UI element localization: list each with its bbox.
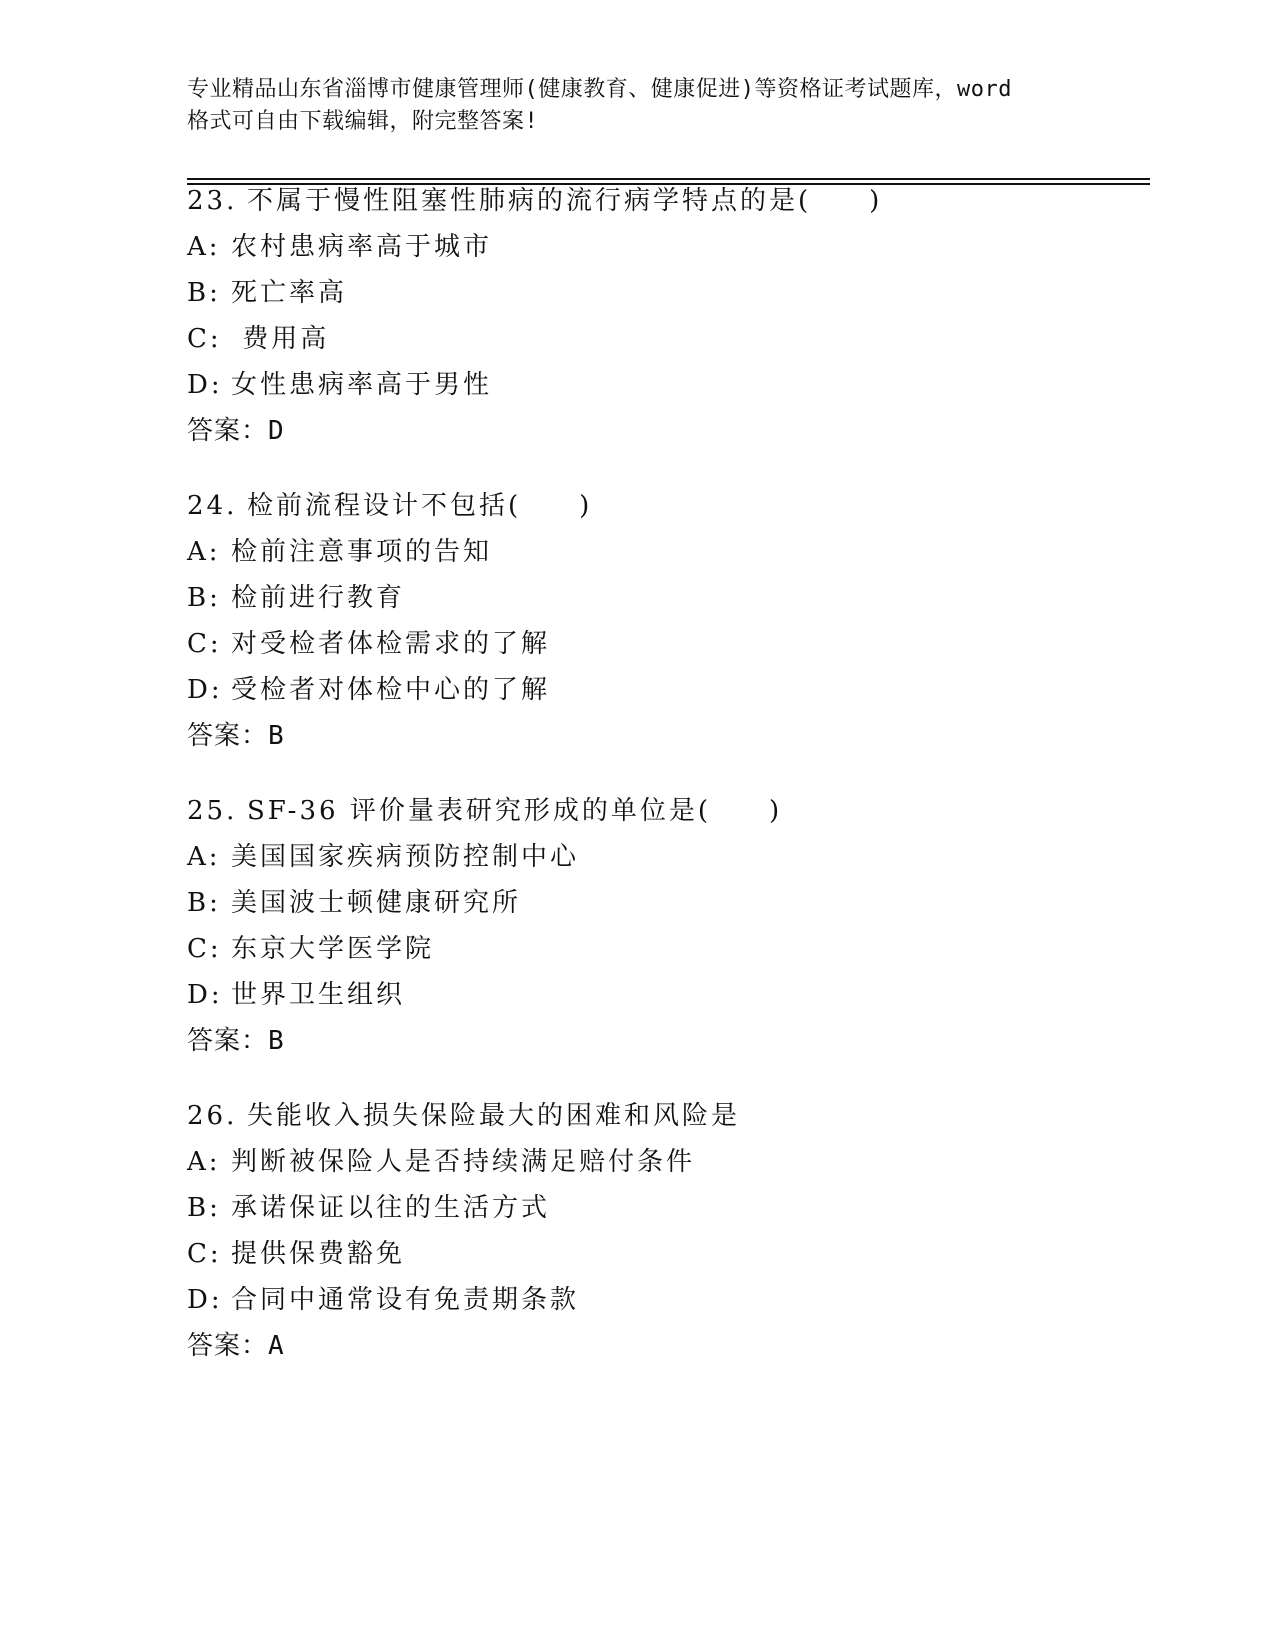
- answer-label: 答案：: [187, 1331, 269, 1361]
- question-text: 检前流程设计不包括( ): [247, 491, 593, 521]
- option-a: [187, 529, 1147, 575]
- answer-line: [187, 408, 1147, 454]
- option-text: 东京大学医学院: [231, 934, 435, 964]
- question-stem: [187, 1093, 1147, 1139]
- option-text: 合同中通常设有免责期条款: [231, 1285, 580, 1315]
- question-stem: [187, 788, 1147, 834]
- answer-value: A: [268, 1331, 285, 1361]
- answer-label: 答案：: [187, 1026, 269, 1056]
- question-text: SF-36 评价量表研究形成的单位是( ): [247, 796, 783, 826]
- question-number: 26.: [187, 1101, 238, 1131]
- option-text: 女性患病率高于男性: [231, 370, 493, 400]
- option-d: [187, 1277, 1147, 1323]
- answer-value: D: [268, 416, 285, 446]
- question-26: [187, 1093, 1147, 1369]
- option-text: 世界卫生组织: [231, 980, 406, 1010]
- question-number: 23.: [187, 186, 238, 216]
- question-number: 25.: [187, 796, 238, 826]
- option-text: 美国国家疾病预防控制中心: [231, 842, 580, 872]
- option-d: [187, 667, 1147, 713]
- option-letter: A:: [187, 1147, 221, 1177]
- question-stem: [187, 483, 1147, 529]
- option-text: 承诺保证以往的生活方式: [231, 1193, 551, 1223]
- question-23: [187, 178, 1147, 454]
- question-24: [187, 483, 1147, 759]
- header-line-2: 格式可自由下载编辑，附完整答案!: [187, 109, 539, 134]
- option-letter: B:: [187, 278, 221, 308]
- option-letter: C:: [187, 934, 222, 964]
- answer-line: [187, 1323, 1147, 1369]
- option-letter: C:: [187, 629, 222, 659]
- option-letter: B:: [187, 583, 221, 613]
- option-letter: D:: [187, 370, 223, 400]
- answer-label: 答案：: [187, 416, 269, 446]
- question-25: [187, 788, 1147, 1064]
- option-letter: A:: [187, 842, 221, 872]
- option-b: [187, 880, 1147, 926]
- option-b: [187, 575, 1147, 621]
- option-letter: C:: [187, 1239, 222, 1269]
- option-text: 判断被保险人是否持续满足赔付条件: [231, 1147, 696, 1177]
- option-c: [187, 316, 1147, 362]
- option-c: [187, 926, 1147, 972]
- option-b: [187, 270, 1147, 316]
- answer-label: 答案：: [187, 721, 269, 751]
- option-text: 提供保费豁免: [231, 1239, 406, 1269]
- option-d: [187, 972, 1147, 1018]
- option-text: 死亡率高: [231, 278, 348, 308]
- answer-line: [187, 713, 1147, 759]
- document-header: [187, 74, 1087, 138]
- option-text: 检前注意事项的告知: [231, 537, 493, 567]
- option-letter: A:: [187, 537, 221, 567]
- option-letter: B:: [187, 1193, 221, 1223]
- question-text: 不属于慢性阻塞性肺病的流行病学特点的是( ): [247, 186, 883, 216]
- option-text: 农村患病率高于城市: [231, 232, 493, 262]
- option-text: 对受检者体检需求的了解: [231, 629, 551, 659]
- answer-value: B: [268, 721, 285, 751]
- option-d: [187, 362, 1147, 408]
- option-a: [187, 1139, 1147, 1185]
- option-letter: D:: [187, 980, 223, 1010]
- option-letter: A:: [187, 232, 221, 262]
- question-text: 失能收入损失保险最大的困难和风险是: [247, 1101, 741, 1131]
- question-stem: [187, 178, 1147, 224]
- option-letter: D:: [187, 675, 223, 705]
- option-text: 受检者对体检中心的了解: [231, 675, 551, 705]
- option-b: [187, 1185, 1147, 1231]
- option-text: 费用高: [231, 324, 330, 354]
- option-c: [187, 621, 1147, 667]
- option-text: 美国波士顿健康研究所: [231, 888, 522, 918]
- question-number: 24.: [187, 491, 238, 521]
- option-letter: D:: [187, 1285, 223, 1315]
- option-c: [187, 1231, 1147, 1277]
- option-letter: C:: [187, 324, 222, 354]
- option-a: [187, 224, 1147, 270]
- option-text: 检前进行教育: [231, 583, 406, 613]
- header-line-1: 专业精品山东省淄博市健康管理师(健康教育、健康促进)等资格证考试题库，word: [187, 77, 1012, 102]
- option-letter: B:: [187, 888, 221, 918]
- answer-line: [187, 1018, 1147, 1064]
- option-a: [187, 834, 1147, 880]
- answer-value: B: [268, 1026, 285, 1056]
